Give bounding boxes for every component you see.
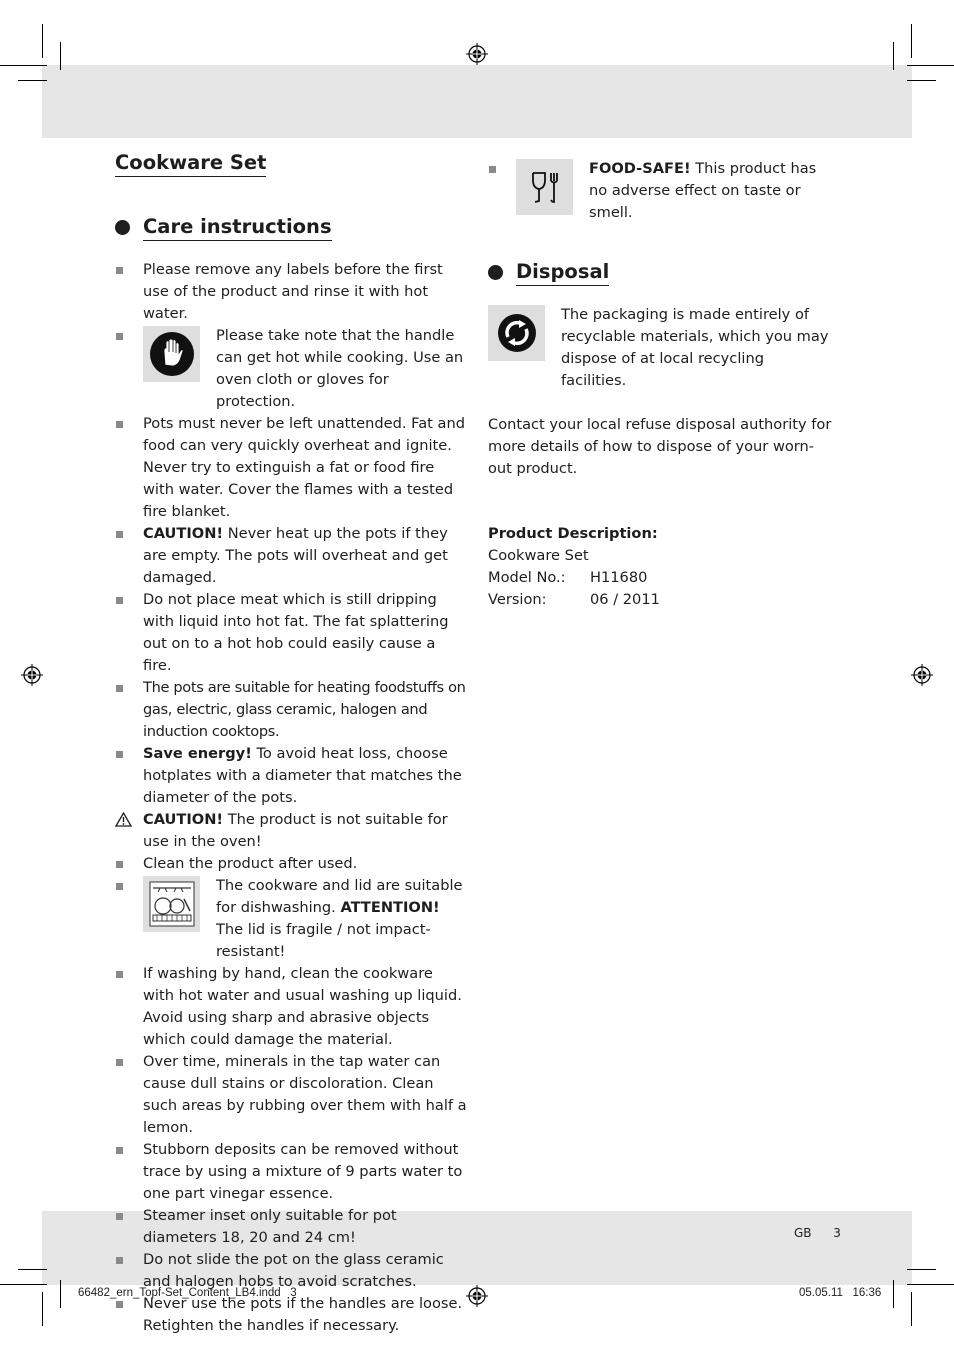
version-row: Version: 06 / 2011 <box>488 591 660 608</box>
dishwasher-icon <box>143 876 200 932</box>
care-heading: Care instructions <box>143 214 332 241</box>
care-section-heading <box>115 214 467 241</box>
list-item: FOOD-SAFE! This product has no adverse effect on taste or smell. <box>488 158 833 224</box>
product-description <box>488 523 833 611</box>
header-band <box>42 65 912 138</box>
list-item: Do not slide the pot on the glass ceramic and halogen hobs to avoid scratches. <box>115 1249 467 1293</box>
list-item: Do not place meat which is still dripping with liquid into hot fat. The fat splattering out on to a hot hob could easily cause a fire. <box>115 589 467 677</box>
warning-icon <box>115 812 132 827</box>
list-item: Clean the product after used. <box>115 853 467 875</box>
list-item: If washing by hand, clean the cookware with hot water and usual washing up liquid. Avoid using sharp and abrasive objects which could damage the material. <box>115 963 467 1051</box>
list-item: Save energy! To avoid heat loss, choose hotplates with a diameter that matches the diameter of the pots. <box>115 743 467 809</box>
glove-icon <box>143 326 200 382</box>
slug-date: 05.05.11 16:36 <box>799 1287 882 1299</box>
list-item: Please take note that the handle can get hot while cooking. Use an oven cloth or gloves for protection. <box>115 325 467 413</box>
section-bullet-icon <box>115 220 130 235</box>
list-item: The cookware and lid are suitable for dishwashing. ATTENTION! The lid is fragile / not impact-resistant! <box>115 875 467 963</box>
registration-mark-icon <box>466 1285 488 1307</box>
disposal-heading: Disposal <box>516 259 609 286</box>
registration-mark-icon <box>21 664 43 686</box>
list-item: Over time, minerals in the tap water can cause dull stains or discoloration. Clean such areas by rubbing over them with half a lemon. <box>115 1051 467 1139</box>
list-item: Pots must never be left unattended. Fat and food can very quickly overheat and ignite. Never try to extinguish a fat or food fire with water. Cover the flames with a tested fire blanket. <box>115 413 467 523</box>
registration-mark-icon <box>911 664 933 686</box>
packaging-block: The packaging is made entirely of recyclable materials, which you may dispose of at local recycling facilities. <box>488 304 833 392</box>
list-item: Please remove any labels before the first use of the product and rinse it with hot water. <box>115 259 467 325</box>
list-item: CAUTION! The product is not suitable for use in the oven! <box>115 809 467 853</box>
list-item: CAUTION! Never heat up the pots if they are empty. The pots will overheat and get damaged. <box>115 523 467 589</box>
product-heading: Product Description: <box>488 525 658 542</box>
food-safe-icon <box>516 159 573 215</box>
list-item: Never use the pots if the handles are loose. Retighten the handles if necessary. <box>115 1293 467 1337</box>
section-bullet-icon <box>488 265 503 280</box>
disposal-contact: Contact your local refuse disposal authority for more details of how to dispose of your worn-out product. <box>488 416 832 477</box>
recycle-icon <box>488 305 545 361</box>
registration-mark-icon <box>466 43 488 65</box>
left-column <box>115 150 467 1337</box>
list-item: Stubborn deposits can be removed without trace by using a mixture of 9 parts water to one part vinegar essence. <box>115 1139 467 1205</box>
page-number: 3 <box>833 1226 841 1240</box>
disposal-section-heading <box>488 259 833 286</box>
slug-filename: 66482_ern_Topf-Set_Content_LB4.indd 3 <box>78 1287 297 1299</box>
page-footer <box>794 1226 841 1240</box>
model-row: Model No.: H11680 <box>488 569 648 586</box>
food-safe-list <box>488 158 833 224</box>
care-list <box>115 259 467 1337</box>
document-title: Cookware Set <box>115 150 266 177</box>
product-name: Cookware Set <box>488 547 589 564</box>
language-code: GB <box>794 1226 812 1240</box>
list-item: The pots are suitable for heating foodstuffs on gas, electric, glass ceramic, halogen and induction cooktops. <box>115 677 467 743</box>
right-column <box>488 150 833 611</box>
list-item: Steamer inset only suitable for pot diameters 18, 20 and 24 cm! <box>115 1205 467 1249</box>
